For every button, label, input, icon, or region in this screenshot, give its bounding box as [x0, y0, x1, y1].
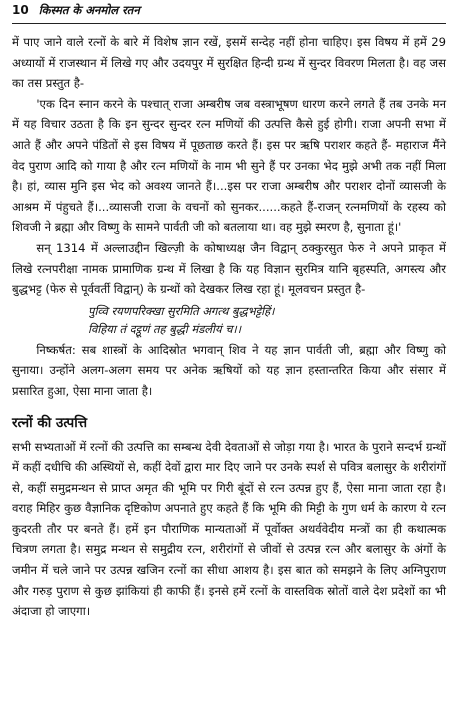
running-title: किस्मत के अनमोल रतन: [38, 3, 140, 17]
section-paragraph: सभी सभ्यताओं में रत्नों की उत्पत्ति का सम्बन्ध देवी देवताओं से जोड़ा गया है। भारत के पुराने सन्दर्भ ग्रन्थों में कहीं दधीचि की अस्थियों से, कहीं देवों द्वारा मार दिए जाने पर उनके स्पर्श से पवित्र बलासुर के शरीरांगों से, कहीं समुद्रमन्थन से प्राप्त अमृत की भूमि पर गिरी बूंदों से रत्न उत्पन्न हुए हैं, ऐसा माना जाता रहा है। वराह मिहिर कुछ वैज्ञानिक दृष्टिकोण अपनाते हुए कहते हैं कि भूमि की मिट्टी के गुण धर्म के कारण ये रत्न कुदरती तौर पर बनते हैं। हमें इन पौराणिक मान्यताओं में पूर्वोक्त अथर्ववेदीय मन्त्रों का ही कथात्मक चित्रण लगता है। समुद्र मन्थन से समुद्रीय रत्न, शरीरांगों से जीवों से उत्पन्न रत्न और बलासुर के अंगों के जमीन में चले जाने पर उत्पन्न खजिन रत्नों का सीधा आशय है। इस बात को समझने के लिए अग्निपुराण और गरुड़ पुराण से कुछ झांकियां ही काफी हैं। इनसे हमें रत्नों के वास्तविक स्रोतों वाले देश प्रदेशों का भी अंदाजा हो जाएगा।: [12, 439, 446, 619]
intro-paragraph: में पाए जाने वाले रत्नों के बारे में विशेष ज्ञान रखें, इसमें सन्देह नहीं होना चाहिए। इस विषय में हमें 29 अध्यायों में राजस्थान में लिखे गए और उदयपुर में सुरक्षित हिन्दी ग्रन्थ में सुन्दर विवरण मिलता है। वह जस का तस प्रस्तुत है-: [12, 35, 446, 91]
prakrit-verse: [88, 302, 446, 338]
verse-line-1: पुव्वि रयणपरिक्खा सुरमिति अगत्थ बुद्धभट्टेहिं।: [88, 303, 275, 318]
conclusion-paragraph: निष्कर्षत: सब शास्त्रों के आदिस्रोत भगवान् शिव ने यह ज्ञान पार्वती जी, ब्रह्मा और विष्णु को सुनाया। उन्होंने अलग-अलग समय पर अनेक ऋषियों को यह ज्ञान हस्तान्तरित किया और संसार में प्रसारित हुआ, ऐसा माना जाता है।: [12, 342, 446, 398]
page-body: [12, 32, 446, 622]
page-number: 10: [12, 3, 29, 17]
section-heading: रत्नों की उत्पत्ति: [12, 414, 88, 431]
page-header: [12, 0, 446, 24]
historical-paragraph: सन् 1314 में अल्लाउद्दीन खिल्ज़ी के कोषाध्यक्ष जैन विद्वान् ठक्कुरसुत फेरु ने अपने प्राकृत में लिखे रत्नपरीक्षा नामक प्रामाणिक ग्रन्थ में लिखा है कि यह विज्ञान सुरमित्र यानि बृहस्पति, अगस्त्य और बुद्धभट्ट (फेरु से पूर्ववर्ती विद्वान्) के ग्रन्थों को देखकर लिख रहा हूं। मूलवचन प्रस्तुत है-: [12, 240, 446, 297]
verse-line-2: विहिया तं दट्ठूणं तह बुद्धी मंडलीयं च।।: [88, 321, 242, 336]
quoted-story-paragraph: 'एक दिन स्नान करने के पश्चात् राजा अम्बरीष जब वस्त्राभूषण धारण करने लगते हैं तब उनके मन में यह विचार उठता है कि इन सुन्दर सुन्दर रत्न मणियों की उत्पत्ति कैसे हुई होगी। राजा अपनी सभा में आते हैं और अपने पंडितों से इस विषय में पूछताछ करते हैं। इस पर ऋषि पराशर कहते हैं- महाराज मैंने वेद पुराण आदि को गाया है और रत्न मणियों के नाम भी सुने हैं पर उनका भेद मुझे अभी तक नहीं मिला है। हां, व्यास मुनि इस भेद को अवश्य जानते हैं।...इस पर राजा अम्बरीष और पराशर दोनों व्यासजी के आश्रम में पंहुचते हैं।...व्यासजी राजा के वचनों को सुनकर......कहते हैं-राजन् रत्नमणियों के रहस्य को शिवजी ने ब्रह्मा और विष्णु के सामने पार्वती जी को बतलाया था। वह मुझे स्मरण है, सुनाता हूं।': [12, 96, 446, 235]
